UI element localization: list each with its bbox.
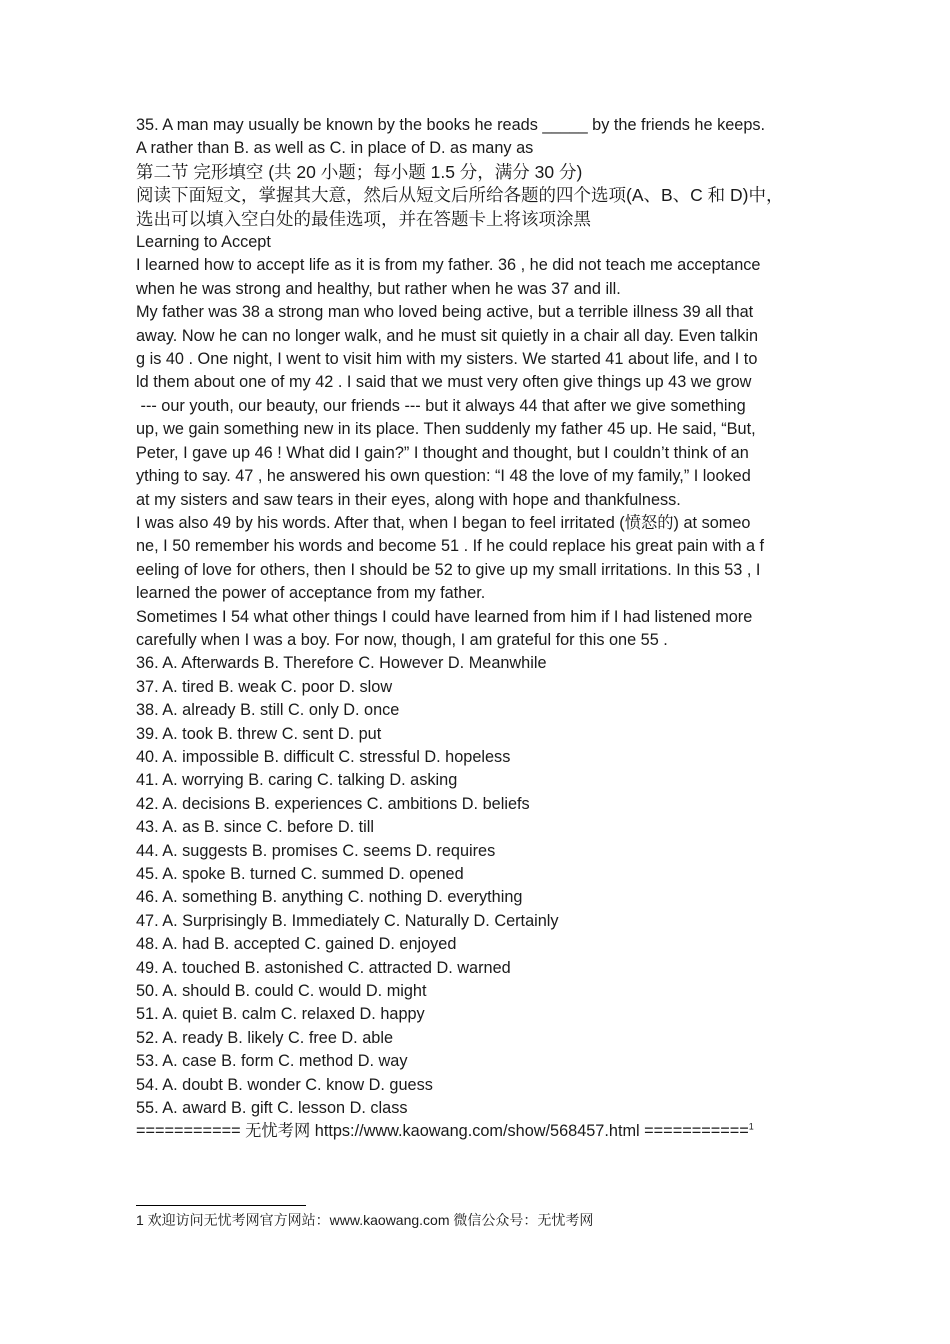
passage-line: My father was 38 a strong man who loved being active, but a terrible illness 39 all that	[136, 303, 754, 322]
passage-line: g is 40 . One night, I went to visit him with my sisters. We started 41 about life, and I to	[136, 350, 758, 369]
choice-item: 50. A. should B. could C. would D. might	[136, 982, 427, 1001]
passage-line: --- our youth, our beauty, our friends --- but it always 44 that after we give something	[136, 396, 746, 415]
footnote-text: 1 欢迎访问无忧考网官方网站：www.kaowang.com 微信公众号：无忧考网	[136, 1212, 594, 1228]
choice-item: 43. A. as B. since C. before D. till	[136, 818, 374, 837]
passage-line: carefully when I was a boy. For now, though, I am grateful for this one 55 .	[136, 630, 668, 649]
source-link-text[interactable]: =========== 无忧考网 https://www.kaowang.com/show/568457.html ===========	[136, 1122, 749, 1141]
choice-item: 36. A. Afterwards B. Therefore C. However D. Meanwhile	[136, 654, 547, 673]
choice-item: 44. A. suggests B. promises C. seems D. requires	[136, 841, 496, 860]
source-line	[136, 1120, 826, 1143]
passage-line: I was also 49 by his words. After that, when I began to feel irritated (愤怒的) at someo	[136, 513, 751, 532]
question-35-options: A rather than B. as well as C. in place of D. as many as	[136, 139, 534, 158]
choice-item: 42. A. decisions B. experiences C. ambitions D. beliefs	[136, 794, 530, 813]
passage-line: Sometimes I 54 what other things I could have learned from him if I had listened more	[136, 607, 753, 626]
passage-line: learned the power of acceptance from my father.	[136, 584, 486, 603]
choice-item: 55. A. award B. gift C. lesson D. class	[136, 1099, 408, 1118]
passage-line: when he was strong and healthy, but rather when he was 37 and ill.	[136, 279, 621, 298]
passage-line: away. Now he can no longer walk, and he must sit quietly in a chair all day. Even talkin	[136, 326, 759, 345]
choice-item: 37. A. tired B. weak C. poor D. slow	[136, 677, 393, 696]
choice-item: 49. A. touched B. astonished C. attracted D. warned	[136, 958, 511, 977]
choice-item: 52. A. ready B. likely C. free D. able	[136, 1028, 394, 1047]
choice-item: 40. A. impossible B. difficult C. stressful D. hopeless	[136, 747, 511, 766]
document-body	[136, 114, 826, 1144]
passage-line: at my sisters and saw tears in their eyes, along with hope and thankfulness.	[136, 490, 681, 509]
passage-line: eeling of love for others, then I should be 52 to give up my small irritations. In this 53 , I	[136, 560, 761, 579]
passage-line: Peter, I gave up 46 ! What did I gain?” I thought and thought, but I couldn’t think of an	[136, 443, 749, 462]
passage-line: ne, I 50 remember his words and become 51 . If he could replace his great pain with a f	[136, 537, 765, 556]
footnote-separator	[136, 1205, 306, 1206]
section-title: 第二节 完形填空 (共 20 小题；每小题 1.5 分，满分 30 分)	[136, 161, 583, 182]
passage-line: ything to say. 47 , he answered his own question: “I 48 the love of my family,” I looked	[136, 467, 751, 486]
choice-item: 39. A. took B. threw C. sent D. put	[136, 724, 382, 743]
choice-item: 41. A. worrying B. caring C. talking D. asking	[136, 771, 458, 790]
section-instruction-line-2: 选出可以填入空白处的最佳选项，并在答题卡上将该项涂黑	[136, 208, 591, 229]
choice-item: 54. A. doubt B. wonder C. know D. guess	[136, 1075, 433, 1094]
passage-title: Learning to Accept	[136, 233, 271, 252]
passage-line: I learned how to accept life as it is from my father. 36 , he did not teach me acceptance	[136, 256, 761, 275]
footnote-ref[interactable]: 1	[748, 1122, 754, 1133]
choice-item: 48. A. had B. accepted C. gained D. enjoyed	[136, 935, 457, 954]
choice-item: 45. A. spoke B. turned C. summed D. opened	[136, 865, 464, 883]
section-instruction-line-1: 阅读下面短文，掌握其大意，然后从短文后所给各题的四个选项(A、B、C 和 D)中，	[136, 185, 784, 206]
choice-item: 38. A. already B. still C. only D. once	[136, 701, 400, 720]
choice-item: 53. A. case B. form C. method D. way	[136, 1052, 408, 1071]
passage-line: ld them about one of my 42 . I said that we must very often give things up 43 we grow	[136, 373, 752, 392]
passage-line: up, we gain something new in its place. Then suddenly my father 45 up. He said, “But,	[136, 420, 756, 439]
choice-item: 46. A. something B. anything C. nothing D. everything	[136, 888, 523, 907]
choice-item: 51. A. quiet B. calm C. relaxed D. happy	[136, 1005, 425, 1024]
choice-item: 47. A. Surprisingly B. Immediately C. Naturally D. Certainly	[136, 911, 559, 930]
question-35-stem: 35. A man may usually be known by the books he reads _____ by the friends he keeps.	[136, 116, 766, 134]
